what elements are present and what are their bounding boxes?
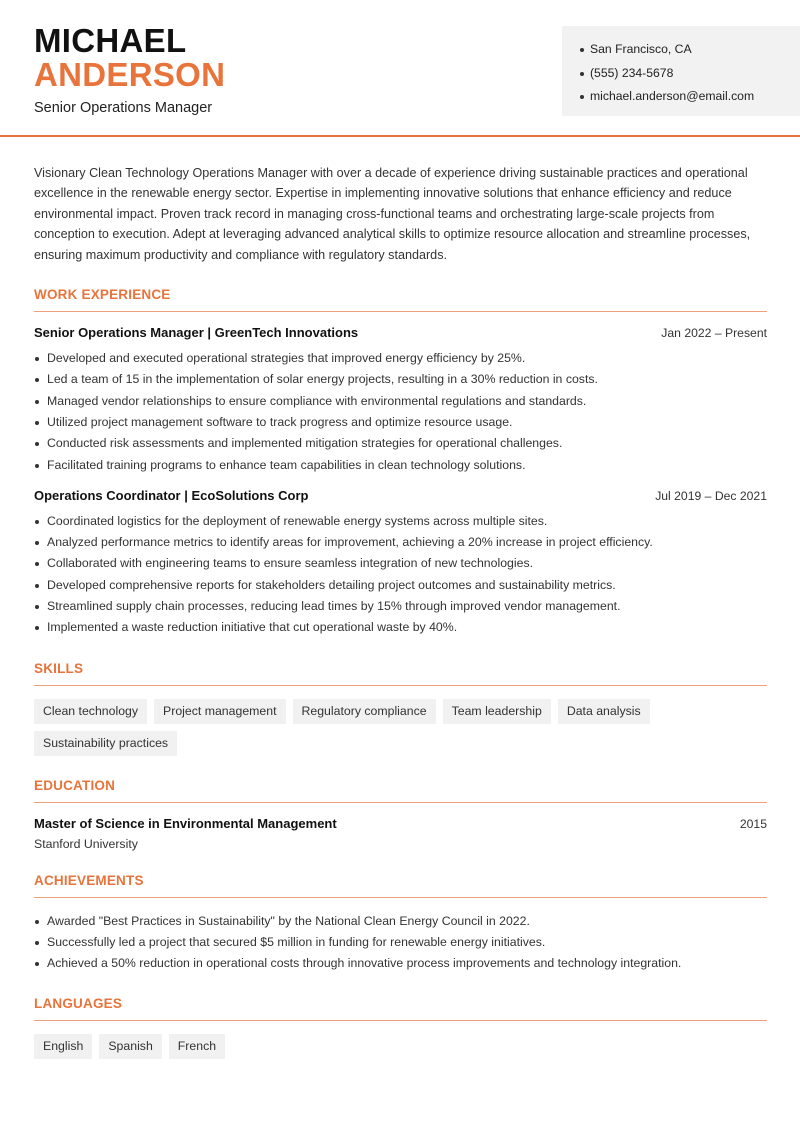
section-title-work: WORK EXPERIENCE	[34, 287, 767, 312]
first-name: MICHAEL	[34, 22, 187, 59]
contact-location: San Francisco, CA	[580, 38, 800, 62]
summary: Visionary Clean Technology Operations Manager with over a decade of experience driving sustainable practices and operational excellence in the renewable energy sector. Expertise in implementing innovative solutions that enhance efficiency and reduce environmental impact. Proven track record in managing cross-functional teams and orchestrating large-scale projects from conception to execution. Adept at leveraging advanced analytical skills to optimize resource allocation and streamline processes, ensuring maximum productivity and compliance with regulatory standards.	[34, 166, 751, 262]
list-item: Managed vendor relationships to ensure compliance with environmental regulations and standards.	[34, 391, 767, 412]
skill-tag: Regulatory compliance	[293, 699, 436, 724]
section-title-skills: SKILLS	[34, 661, 767, 686]
job-role: Senior Operations Manager | GreenTech Innovations	[34, 325, 359, 341]
contact-list	[580, 38, 800, 109]
list-item: Developed and executed operational strategies that improved energy efficiency by 25%.	[34, 348, 767, 369]
skill-tag: Data analysis	[558, 699, 650, 724]
education-year: 2015	[739, 816, 767, 831]
language-tag: Spanish	[99, 1034, 161, 1059]
job-entry	[34, 488, 767, 639]
job-dates: Jan 2022 – Present	[661, 326, 767, 341]
contact-email[interactable]: michael.anderson@email.com	[580, 85, 800, 109]
language-tag: English	[34, 1034, 92, 1059]
job-bullets	[34, 348, 767, 476]
language-tag: French	[169, 1034, 225, 1059]
achievements-list	[34, 911, 767, 975]
list-item: Implemented a waste reduction initiative that cut operational waste by 40%.	[34, 617, 767, 638]
resume-body	[34, 163, 767, 1059]
achievements-section	[34, 873, 767, 975]
job-bullets	[34, 511, 767, 639]
job-role: Operations Coordinator | EcoSolutions Corp	[34, 487, 309, 503]
skills-tags	[34, 699, 767, 756]
skill-tag: Sustainability practices	[34, 731, 177, 756]
list-item: Collaborated with engineering teams to ensure seamless integration of new technologies.	[34, 553, 767, 574]
list-item: Successfully led a project that secured $5 million in funding for renewable energy initiatives.	[34, 932, 767, 953]
list-item: Developed comprehensive reports for stakeholders detailing project outcomes and sustainability metrics.	[34, 575, 767, 596]
list-item: Conducted risk assessments and implemented mitigation strategies for operational challenges.	[34, 433, 767, 454]
skill-tag: Project management	[154, 699, 285, 724]
skill-tag: Team leadership	[443, 699, 551, 724]
list-item: Coordinated logistics for the deployment of renewable energy systems across multiple sites.	[34, 511, 767, 532]
job-title: Senior Operations Manager	[34, 100, 213, 116]
skills-section	[34, 661, 767, 756]
work-experience-section	[34, 287, 767, 639]
section-title-languages: LANGUAGES	[34, 996, 767, 1021]
resume-header	[0, 0, 800, 137]
list-item: Awarded "Best Practices in Sustainability" by the National Clean Energy Council in 2022.	[34, 911, 767, 932]
contact-phone: (555) 234-5678	[580, 62, 800, 86]
education-degree: Master of Science in Environmental Management	[34, 815, 337, 831]
language-tags	[34, 1034, 767, 1059]
list-item: Analyzed performance metrics to identify areas for improvement, achieving a 20% increase in project efficiency.	[34, 532, 767, 553]
list-item: Led a team of 15 in the implementation of solar energy projects, resulting in a 30% reduction in costs.	[34, 369, 767, 390]
candidate-name	[34, 24, 225, 91]
education-section	[34, 778, 767, 851]
languages-section	[34, 996, 767, 1059]
last-name: ANDERSON	[34, 56, 226, 93]
section-title-achievements: ACHIEVEMENTS	[34, 873, 767, 898]
list-item: Utilized project management software to track progress and optimize resource usage.	[34, 412, 767, 433]
job-entry	[34, 325, 767, 476]
section-title-education: EDUCATION	[34, 778, 767, 803]
list-item: Streamlined supply chain processes, reducing lead times by 15% through improved vendor management.	[34, 596, 767, 617]
job-dates: Jul 2019 – Dec 2021	[655, 488, 767, 503]
contact-box	[562, 26, 800, 116]
list-item: Facilitated training programs to enhance team capabilities in clean technology solutions.	[34, 455, 767, 476]
list-item: Achieved a 50% reduction in operational costs through innovative process improvements and technology integration.	[34, 953, 767, 974]
skill-tag: Clean technology	[34, 699, 147, 724]
education-school: Stanford University	[34, 836, 138, 851]
